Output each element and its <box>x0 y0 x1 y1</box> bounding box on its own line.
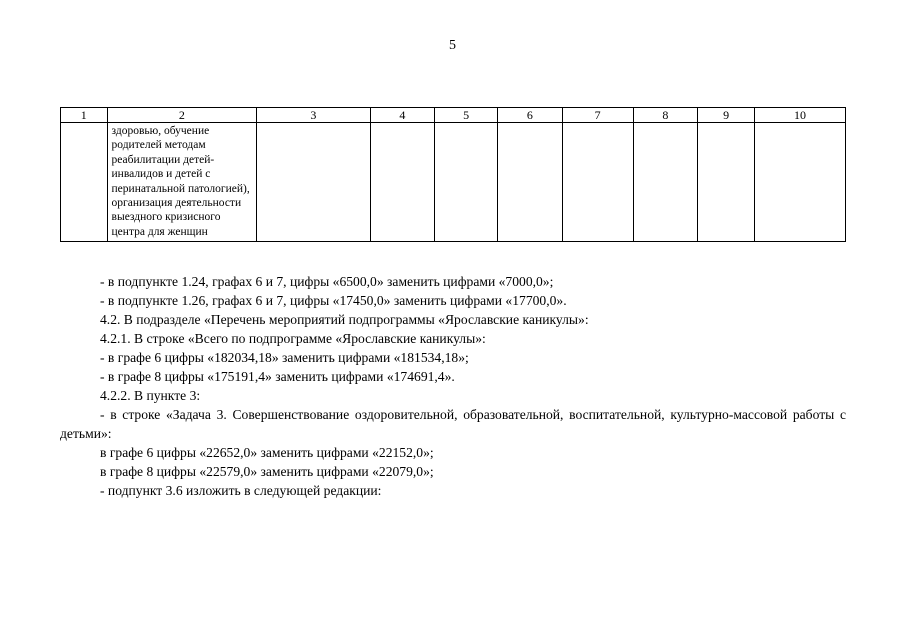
table-cell-description: здоровью, обучение родителей методам реабилитации детей-инвалидов и детей с перинатальной патологией), организация деятельности выездного кризисного центра для женщин <box>107 123 257 242</box>
page-number: 5 <box>449 38 456 53</box>
amendment-table <box>60 107 846 242</box>
paragraph: - в подпункте 1.24, графах 6 и 7, цифры «6500,0» заменить цифрами «7000,0»; <box>100 274 554 289</box>
paragraph: - в подпункте 1.26, графах 6 и 7, цифры «17450,0» заменить цифрами «17700,0». <box>100 293 567 308</box>
document-body <box>60 272 846 500</box>
column-header: 1 <box>61 108 108 123</box>
column-header: 2 <box>107 108 257 123</box>
table-cell <box>698 123 755 242</box>
table-row <box>61 123 846 242</box>
paragraph: 4.2.2. В пункте 3: <box>100 388 201 403</box>
paragraph: в графе 8 цифры «22579,0» заменить цифрами «22079,0»; <box>100 464 434 479</box>
column-header: 7 <box>562 108 633 123</box>
column-header: 6 <box>497 108 562 123</box>
paragraph: - подпункт 3.6 изложить в следующей редакции: <box>100 483 382 498</box>
table-cell <box>497 123 562 242</box>
column-header: 5 <box>435 108 498 123</box>
table-cell <box>435 123 498 242</box>
table-cell <box>562 123 633 242</box>
paragraph: в графе 6 цифры «22652,0» заменить цифрами «22152,0»; <box>100 445 434 460</box>
column-header: 8 <box>633 108 698 123</box>
paragraph: 4.2.1. В строке «Всего по подпрограмме «Ярославские каникулы»: <box>100 331 486 346</box>
column-header: 9 <box>698 108 755 123</box>
column-header: 10 <box>754 108 845 123</box>
table-cell <box>257 123 370 242</box>
column-header: 4 <box>370 108 435 123</box>
paragraph: 4.2. В подразделе «Перечень мероприятий подпрограммы «Ярославские каникулы»: <box>100 312 589 327</box>
table-cell <box>370 123 435 242</box>
table-cell <box>633 123 698 242</box>
paragraph: - в графе 6 цифры «182034,18» заменить цифрами «181534,18»; <box>100 350 469 365</box>
table-header-row <box>61 108 846 123</box>
table-cell <box>754 123 845 242</box>
paragraph: - в строке «Задача 3. Совершенствование оздоровительной, образовательной, воспитательной, культурно-массовой работы с детьми»: <box>60 407 846 441</box>
column-header: 3 <box>257 108 370 123</box>
table-cell <box>61 123 108 242</box>
paragraph: - в графе 8 цифры «175191,4» заменить цифрами «174691,4». <box>100 369 455 384</box>
